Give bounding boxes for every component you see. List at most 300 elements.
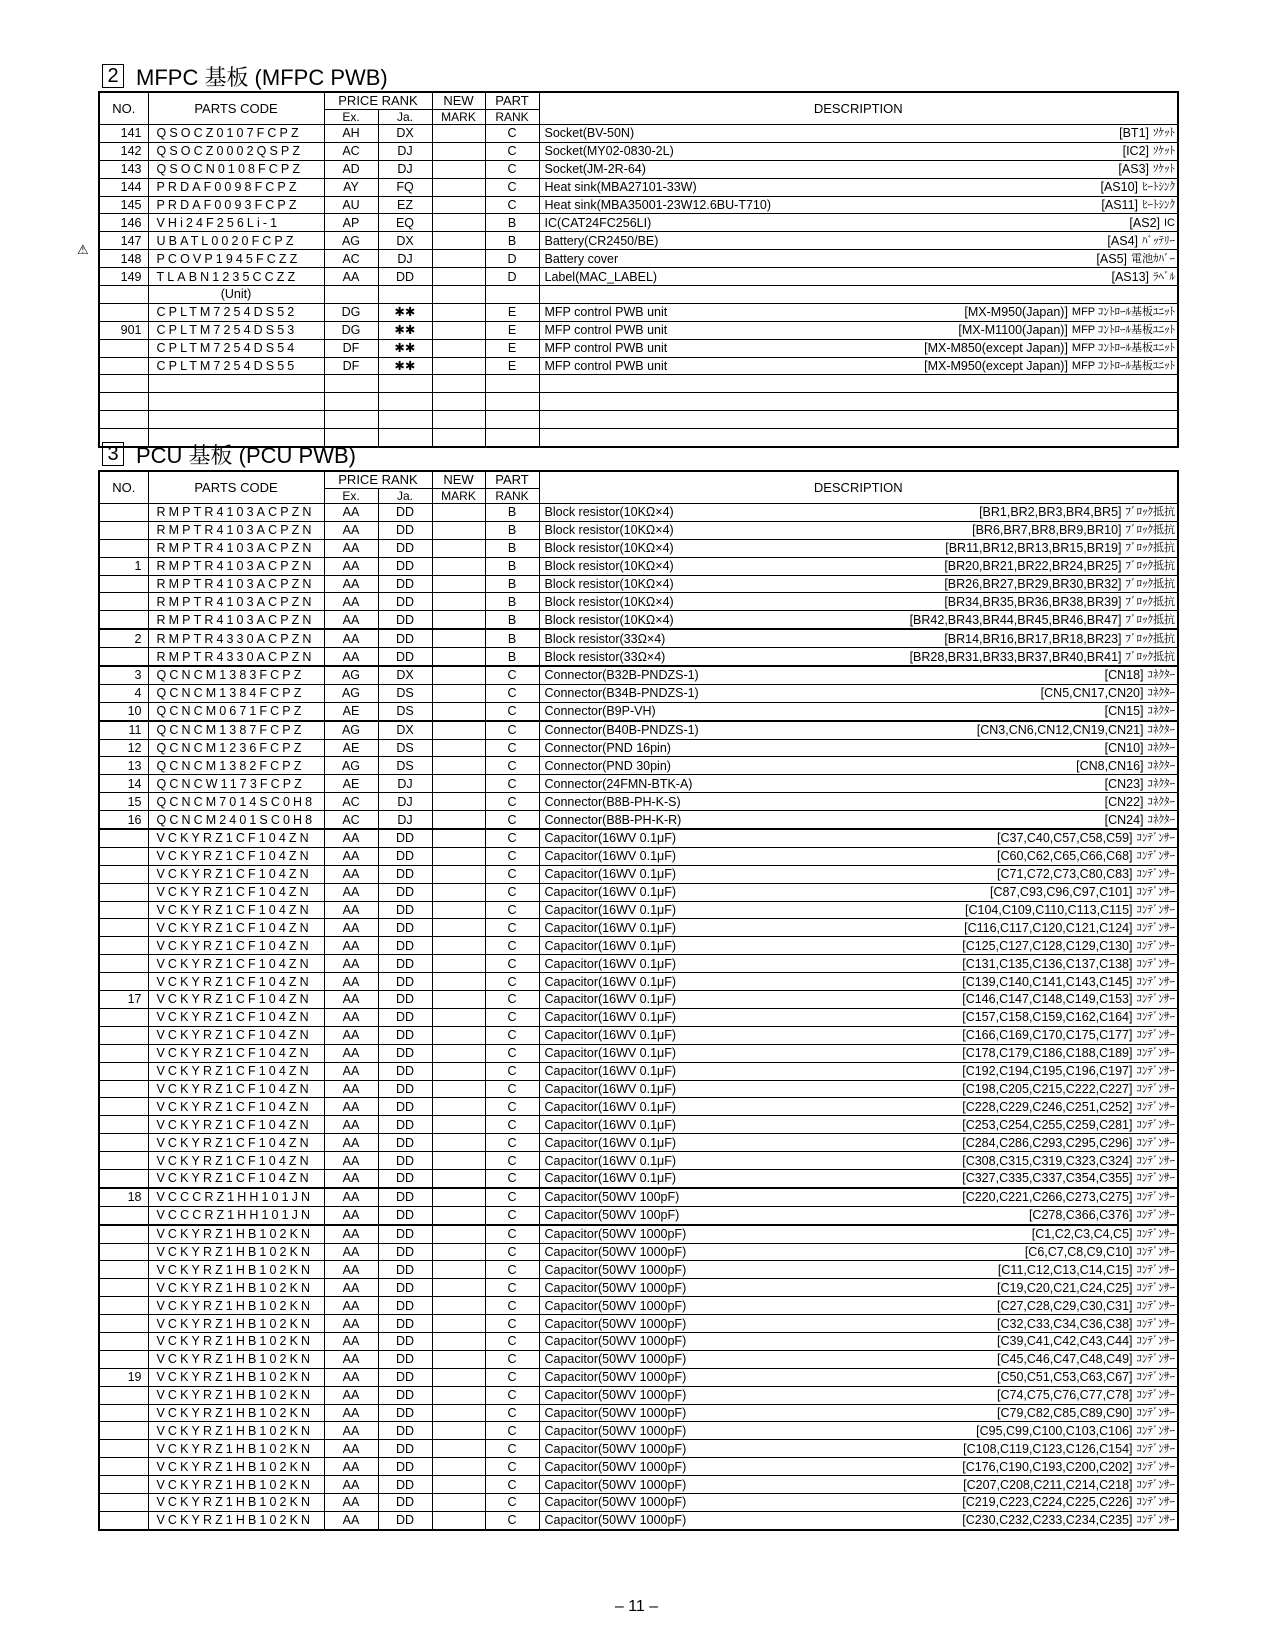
cell-price-ja: DD	[378, 1404, 432, 1422]
description-text: Capacitor(50WV 1000pF)	[544, 1513, 687, 1528]
description-wrap	[545, 723, 1176, 737]
section-title-mfpc	[102, 62, 388, 90]
cell-price-ex: AA	[324, 611, 378, 629]
cell-price-ex: AA	[324, 1368, 378, 1386]
cell-part-rank: C	[485, 666, 539, 684]
cell-price-ja: DD	[378, 521, 432, 539]
cell-part-rank: C	[485, 1188, 539, 1206]
cell-new-mark	[432, 739, 485, 757]
description-ref: [CN23]	[1104, 776, 1144, 791]
cell-description	[539, 1458, 1178, 1476]
cell-part-rank: C	[485, 811, 539, 829]
cell-description	[539, 811, 1178, 829]
description-japanese: ｺﾝﾃﾞﾝｻｰ	[1136, 1478, 1175, 1491]
cell-parts-code: VCKYRZ1CF104ZN	[148, 901, 324, 919]
table-row	[99, 811, 1178, 829]
description-japanese: ｺﾝﾃﾞﾝｻｰ	[1136, 1082, 1175, 1095]
description-ref: [C79,C82,C85,C89,C90]	[997, 1405, 1133, 1420]
description-wrap	[545, 668, 1176, 682]
cell-new-mark	[432, 901, 485, 919]
description-japanese: ｺﾝﾃﾞﾝｻｰ	[1136, 1460, 1175, 1473]
cell-new-mark	[432, 125, 485, 143]
cell-price-ja: ✱✱	[378, 357, 432, 375]
description-wrap	[545, 632, 1176, 646]
cell-price-ex: AA	[324, 575, 378, 593]
cell-price-ja: DD	[378, 901, 432, 919]
cell-description	[539, 1008, 1178, 1026]
cell-no	[99, 1062, 148, 1080]
cell-part-rank: C	[485, 721, 539, 739]
description-wrap	[545, 1460, 1176, 1474]
cell-description	[539, 1116, 1178, 1134]
cell-part-rank: C	[485, 142, 539, 160]
description-japanese: ｺﾝﾃﾞﾝｻｰ	[1136, 1442, 1175, 1455]
table-row	[99, 593, 1178, 611]
cell-new-mark	[432, 1511, 485, 1529]
cell-no	[99, 937, 148, 955]
cell-no	[99, 1225, 148, 1243]
cell-new-mark	[432, 375, 485, 393]
cell-price-ex: AA	[324, 1422, 378, 1440]
table-row	[99, 702, 1178, 720]
description-ref: [MX-M1100(Japan)]	[958, 323, 1068, 338]
parts-table-pcu	[98, 470, 1179, 1531]
cell-no	[99, 1315, 148, 1333]
cell-price-ex: AA	[324, 883, 378, 901]
description-text: Label(MAC_LABEL)	[544, 269, 658, 284]
cell-no	[99, 883, 148, 901]
description-wrap	[545, 795, 1176, 809]
cell-description	[539, 702, 1178, 720]
description-japanese: ﾌﾞﾛｯｸ抵抗	[1125, 542, 1175, 555]
description-text: Capacitor(50WV 1000pF)	[544, 1262, 687, 1277]
description-japanese: ｺﾈｸﾀｰ	[1147, 777, 1175, 790]
cell-description	[539, 1440, 1178, 1458]
cell-new-mark	[432, 1404, 485, 1422]
description-japanese: ｺﾈｸﾀｰ	[1147, 742, 1175, 755]
cell-description	[539, 160, 1178, 178]
cell-price-ja: DJ	[378, 793, 432, 811]
description-text: MFP control PWB unit	[544, 305, 668, 320]
table-row	[99, 539, 1178, 557]
cell-part-rank: E	[485, 339, 539, 357]
description-japanese: ｺﾝﾃﾞﾝｻｰ	[1136, 1136, 1175, 1149]
cell-price-ex: AA	[324, 648, 378, 666]
description-ref: [C178,C179,C186,C188,C189]	[962, 1046, 1133, 1061]
cell-price-ja: EZ	[378, 196, 432, 214]
description-japanese: ｺﾝﾃﾞﾝｻｰ	[1136, 832, 1175, 845]
description-text: Capacitor(16WV 0.1μF)	[544, 903, 677, 918]
cell-part-rank: B	[485, 214, 539, 232]
cell-new-mark	[432, 268, 485, 286]
description-wrap	[545, 686, 1176, 700]
cell-price-ja: DD	[378, 919, 432, 937]
description-ref: [C104,C109,C110,C113,C115]	[965, 903, 1133, 918]
cell-new-mark	[432, 178, 485, 196]
cell-price-ex: AA	[324, 1080, 378, 1098]
cell-price-ja: DD	[378, 1440, 432, 1458]
cell-parts-code: CPLTM7254DS55	[148, 357, 324, 375]
cell-new-mark	[432, 1350, 485, 1368]
description-text: Capacitor(16WV 0.1μF)	[544, 867, 677, 882]
description-ref: [CN22]	[1104, 794, 1144, 809]
description-wrap	[545, 1046, 1176, 1060]
description-text: Capacitor(50WV 1000pF)	[544, 1334, 687, 1349]
cell-price-ex: AC	[324, 811, 378, 829]
description-wrap	[545, 831, 1176, 845]
description-wrap	[545, 1334, 1176, 1348]
description-japanese: ｺﾝﾃﾞﾝｻｰ	[1136, 1299, 1175, 1312]
description-wrap	[545, 359, 1176, 373]
cell-parts-code: UBATL0020FCPZ	[148, 232, 324, 250]
cell-price-ja: DJ	[378, 775, 432, 793]
cell-part-rank: C	[485, 1098, 539, 1116]
cell-price-ja: DD	[378, 611, 432, 629]
description-wrap	[545, 975, 1176, 989]
description-japanese: ﾌﾞﾛｯｸ抵抗	[1125, 578, 1175, 590]
description-text: Capacitor(50WV 1000pF)	[544, 1495, 687, 1510]
cell-price-ja: DD	[378, 937, 432, 955]
cell-no: 144	[99, 178, 148, 196]
cell-part-rank: B	[485, 539, 539, 557]
description-wrap	[545, 1281, 1176, 1295]
cell-no: 4	[99, 684, 148, 702]
cell-description	[539, 339, 1178, 357]
cell-part-rank: C	[485, 901, 539, 919]
table-row	[99, 1350, 1178, 1368]
table-row	[99, 504, 1178, 522]
description-wrap	[545, 741, 1176, 755]
description-text: Capacitor(50WV 100pF)	[544, 1208, 680, 1223]
cell-no	[99, 865, 148, 883]
cell-new-mark	[432, 1062, 485, 1080]
cell-new-mark	[432, 142, 485, 160]
cell-price-ja: DD	[378, 539, 432, 557]
cell-price-ex: AA	[324, 1350, 378, 1368]
cell-parts-code: VCKYRZ1HB102KN	[148, 1261, 324, 1279]
description-text: Capacitor(16WV 0.1μF)	[544, 956, 677, 971]
table-row	[99, 1332, 1178, 1350]
cell-parts-code: RMPTR4330ACPZN	[148, 648, 324, 666]
cell-price-ex: AY	[324, 178, 378, 196]
header-description: DESCRIPTION	[539, 92, 1178, 125]
description-japanese: MFP ｺﾝﾄﾛｰﾙ基板ﾕﾆｯﾄ	[1071, 360, 1175, 373]
description-wrap	[545, 559, 1176, 573]
cell-no: 18	[99, 1188, 148, 1206]
cell-price-ja: DX	[378, 125, 432, 143]
cell-part-rank: C	[485, 865, 539, 883]
cell-parts-code: VCKYRZ1HB102KN	[148, 1225, 324, 1243]
cell-part-rank: C	[485, 1261, 539, 1279]
cell-no	[99, 1116, 148, 1134]
cell-parts-code: VCKYRZ1HB102KN	[148, 1315, 324, 1333]
table-row	[99, 1188, 1178, 1206]
section-title-pcu	[102, 440, 356, 468]
cell-new-mark	[432, 575, 485, 593]
description-text: Connector(B32B-PNDZS-1)	[544, 668, 699, 683]
table-row	[99, 666, 1178, 684]
cell-price-ja: DJ	[378, 811, 432, 829]
cell-new-mark	[432, 160, 485, 178]
cell-parts-code: VCKYRZ1HB102KN	[148, 1350, 324, 1368]
table-row	[99, 847, 1178, 865]
description-ref: [C45,C46,C47,C48,C49]	[997, 1352, 1133, 1367]
table-row	[99, 1368, 1178, 1386]
cell-no	[99, 411, 148, 429]
cell-no: 143	[99, 160, 148, 178]
description-wrap	[545, 595, 1176, 609]
description-ref: [C146,C147,C148,C149,C153]	[962, 992, 1133, 1007]
description-ref: [C230,C232,C233,C234,C235]	[962, 1513, 1133, 1528]
description-ref: [C219,C223,C224,C225,C226]	[962, 1495, 1133, 1510]
cell-price-ex: AA	[324, 1152, 378, 1170]
cell-new-mark	[432, 702, 485, 720]
description-text: MFP control PWB unit	[544, 359, 668, 374]
table-row	[99, 883, 1178, 901]
description-japanese: ｺﾝﾃﾞﾝｻｰ	[1136, 1263, 1175, 1276]
description-wrap	[545, 341, 1176, 355]
table-row	[99, 919, 1178, 937]
cell-parts-code: TLABN1235CCZZ	[148, 268, 324, 286]
cell-no	[99, 303, 148, 321]
description-japanese: ｺﾝﾃﾞﾝｻｰ	[1136, 993, 1175, 1006]
description-wrap	[545, 992, 1176, 1006]
table-row	[99, 1116, 1178, 1134]
cell-price-ex: AA	[324, 901, 378, 919]
cell-description	[539, 321, 1178, 339]
cell-part-rank	[485, 429, 539, 447]
cell-parts-code	[148, 393, 324, 411]
warning-icon: ⚠	[77, 242, 89, 257]
description-text: Capacitor(16WV 0.1μF)	[544, 885, 677, 900]
cell-no	[99, 1134, 148, 1152]
cell-no	[99, 1044, 148, 1062]
cell-new-mark	[432, 865, 485, 883]
cell-description	[539, 1279, 1178, 1297]
table-row	[99, 1026, 1178, 1044]
header-new-mark: NEW	[432, 471, 485, 489]
description-ref: [BR26,BR27,BR29,BR30,BR32]	[944, 577, 1122, 591]
cell-part-rank: C	[485, 1169, 539, 1187]
cell-no: 149	[99, 268, 148, 286]
cell-no	[99, 1440, 148, 1458]
cell-description	[539, 178, 1178, 196]
description-wrap	[545, 144, 1176, 158]
description-ref: [C166,C169,C170,C175,C177]	[962, 1028, 1133, 1043]
cell-no: 2	[99, 629, 148, 647]
description-ref: [C39,C41,C42,C43,C44]	[997, 1334, 1133, 1349]
cell-price-ex: DG	[324, 321, 378, 339]
cell-description	[539, 611, 1178, 629]
cell-price-ex: AA	[324, 557, 378, 575]
table-body	[99, 125, 1178, 448]
cell-new-mark	[432, 1152, 485, 1170]
cell-price-ex: AA	[324, 1476, 378, 1494]
cell-new-mark	[432, 1206, 485, 1224]
description-japanese: ﾌﾞﾛｯｸ抵抗	[1125, 560, 1175, 573]
cell-description	[539, 1098, 1178, 1116]
description-ref: [BR6,BR7,BR8,BR9,BR10]	[972, 523, 1122, 538]
header-description: DESCRIPTION	[539, 471, 1178, 504]
cell-new-mark	[432, 196, 485, 214]
description-wrap	[545, 1299, 1176, 1313]
cell-parts-code: VCKYRZ1CF104ZN	[148, 1080, 324, 1098]
cell-price-ja: DD	[378, 1134, 432, 1152]
cell-price-ex: AA	[324, 1188, 378, 1206]
cell-parts-code: QCNCM7014SC0H8	[148, 793, 324, 811]
cell-description	[539, 1476, 1178, 1494]
description-wrap	[545, 1513, 1176, 1527]
description-text: Capacitor(16WV 0.1μF)	[544, 974, 677, 989]
cell-price-ja: DD	[378, 973, 432, 991]
cell-price-ja: DD	[378, 1458, 432, 1476]
cell-part-rank: C	[485, 684, 539, 702]
cell-description	[539, 793, 1178, 811]
cell-description	[539, 1243, 1178, 1261]
cell-parts-code: VCKYRZ1HB102KN	[148, 1332, 324, 1350]
table-row	[99, 648, 1178, 666]
cell-description	[539, 411, 1178, 429]
description-japanese: ｺﾝﾃﾞﾝｻｰ	[1136, 1209, 1175, 1222]
description-wrap	[545, 1317, 1176, 1331]
table-row	[99, 1279, 1178, 1297]
table-row	[99, 1261, 1178, 1279]
cell-new-mark	[432, 1422, 485, 1440]
description-ref: [C95,C99,C100,C103,C106]	[976, 1423, 1133, 1438]
description-japanese: ｺﾝﾃﾞﾝｻｰ	[1136, 1172, 1175, 1185]
cell-price-ex: AP	[324, 214, 378, 232]
table-row	[99, 357, 1178, 375]
description-wrap	[545, 957, 1176, 971]
cell-price-ex: AA	[324, 1386, 378, 1404]
description-ref: [C176,C190,C193,C200,C202]	[962, 1459, 1133, 1474]
cell-description	[539, 1493, 1178, 1511]
cell-no: 1	[99, 557, 148, 575]
description-text: Block resistor(10KΩ×4)	[544, 523, 674, 538]
description-text: Capacitor(50WV 1000pF)	[544, 1441, 687, 1456]
cell-parts-code: QCNCM1236FCPZ	[148, 739, 324, 757]
description-text: Capacitor(16WV 0.1μF)	[544, 1153, 677, 1168]
cell-no	[99, 1261, 148, 1279]
cell-price-ja: DD	[378, 1493, 432, 1511]
table-row	[99, 557, 1178, 575]
cell-no	[99, 919, 148, 937]
cell-parts-code: VCKYRZ1HB102KN	[148, 1243, 324, 1261]
table-row	[99, 1062, 1178, 1080]
header-new-mark-2: MARK	[432, 110, 485, 125]
description-japanese: ｺﾝﾃﾞﾝｻｰ	[1136, 957, 1175, 970]
cell-description	[539, 393, 1178, 411]
cell-price-ex: AC	[324, 250, 378, 268]
header-parts-code: PARTS CODE	[148, 92, 324, 125]
cell-part-rank: C	[485, 1116, 539, 1134]
cell-price-ex: AA	[324, 1493, 378, 1511]
cell-new-mark	[432, 811, 485, 829]
section-heading: PCU 基板 (PCU PWB)	[136, 442, 357, 468]
cell-no	[99, 539, 148, 557]
cell-price-ja	[378, 429, 432, 447]
table-row	[99, 1206, 1178, 1224]
description-text: Capacitor(50WV 1000pF)	[544, 1459, 687, 1474]
description-ref: [C32,C33,C34,C36,C38]	[997, 1316, 1133, 1331]
description-japanese: ｺﾝﾃﾞﾝｻｰ	[1136, 1371, 1175, 1384]
cell-price-ja: DD	[378, 991, 432, 1009]
table-row	[99, 629, 1178, 647]
cell-price-ex: AA	[324, 1169, 378, 1187]
cell-description	[539, 865, 1178, 883]
description-text: Socket(BV-50N)	[544, 126, 635, 141]
table-row	[99, 521, 1178, 539]
cell-new-mark	[432, 775, 485, 793]
cell-part-rank	[485, 411, 539, 429]
cell-description	[539, 1188, 1178, 1206]
description-text: Capacitor(50WV 1000pF)	[544, 1244, 687, 1259]
description-text: Capacitor(16WV 0.1μF)	[544, 938, 677, 953]
cell-price-ex: AA	[324, 539, 378, 557]
cell-part-rank: C	[485, 1386, 539, 1404]
table-row	[99, 268, 1178, 286]
description-ref: [MX-M950(except Japan)]	[924, 359, 1068, 374]
header-ex: Ex.	[324, 489, 378, 504]
cell-description	[539, 357, 1178, 375]
description-wrap	[545, 162, 1176, 176]
cell-price-ex: AA	[324, 955, 378, 973]
description-ref: [CN5,CN17,CN20]	[1040, 686, 1144, 701]
cell-new-mark	[432, 1279, 485, 1297]
cell-description	[539, 1169, 1178, 1187]
description-japanese: ｺﾈｸﾀｰ	[1147, 687, 1175, 700]
page-number: – 11 –	[614, 1598, 659, 1615]
cell-parts-code: VCKYRZ1CF104ZN	[148, 991, 324, 1009]
header-no: NO.	[99, 92, 148, 125]
cell-part-rank: B	[485, 648, 539, 666]
description-text: Capacitor(16WV 0.1μF)	[544, 849, 677, 864]
table-row	[99, 1225, 1178, 1243]
description-ref: [CN18]	[1104, 668, 1144, 683]
description-wrap	[545, 1190, 1176, 1204]
description-japanese: ｺﾈｸﾀｰ	[1147, 813, 1175, 826]
table-row	[99, 178, 1178, 196]
cell-price-ex: AE	[324, 775, 378, 793]
cell-no	[99, 1080, 148, 1098]
cell-description	[539, 1080, 1178, 1098]
cell-no: 146	[99, 214, 148, 232]
cell-price-ex: AU	[324, 196, 378, 214]
cell-price-ja: DX	[378, 232, 432, 250]
cell-no: 145	[99, 196, 148, 214]
cell-part-rank: C	[485, 125, 539, 143]
cell-part-rank: C	[485, 1134, 539, 1152]
cell-new-mark	[432, 1134, 485, 1152]
cell-new-mark	[432, 721, 485, 739]
description-ref: [MX-M950(Japan)]	[964, 305, 1068, 320]
description-japanese: ﾌﾞﾛｯｸ抵抗	[1125, 506, 1175, 519]
cell-price-ja: DD	[378, 1511, 432, 1529]
table-row	[99, 1297, 1178, 1315]
description-text: Capacitor(16WV 0.1μF)	[544, 1171, 677, 1186]
cell-parts-code: QSOCN0108FCPZ	[148, 160, 324, 178]
description-text: Capacitor(16WV 0.1μF)	[544, 1081, 677, 1096]
cell-price-ja	[378, 411, 432, 429]
cell-price-ja: DX	[378, 721, 432, 739]
cell-price-ex: AE	[324, 739, 378, 757]
cell-description	[539, 829, 1178, 847]
cell-price-ja	[378, 393, 432, 411]
description-text: Capacitor(50WV 1000pF)	[544, 1405, 687, 1420]
cell-no: 141	[99, 125, 148, 143]
cell-no	[99, 593, 148, 611]
cell-new-mark	[432, 1169, 485, 1187]
